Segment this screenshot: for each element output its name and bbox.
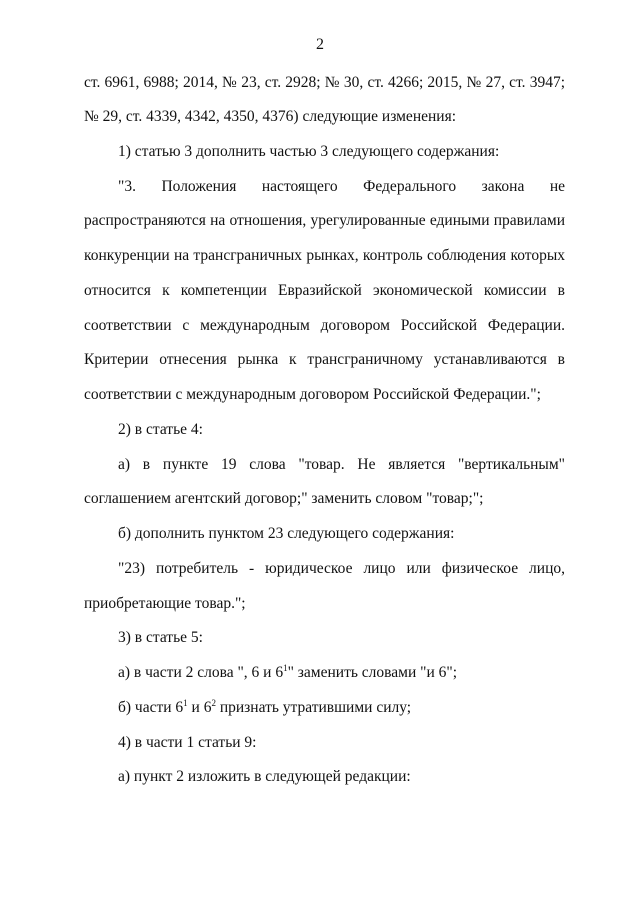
paragraph-item: 2) в статье 4:	[118, 421, 203, 438]
text-fragment: и 6	[187, 699, 212, 716]
text-fragment: а) в части 2 слова ", 6 и 6	[118, 664, 284, 681]
subitem-line: а) в пункте 19 слова "товар. Не является "вертикальным"	[118, 456, 565, 473]
paragraph-item: 4) в части 1 статьи 9:	[118, 734, 257, 751]
subitem-line: а) пункт 2 изложить в следующей редакции:	[118, 768, 411, 785]
text-line: конкуренции на трансграничных рынках, контроль соблюдения которых	[84, 247, 565, 264]
text-line: соглашением агентский договор;" заменить словом "товар;";	[84, 490, 484, 507]
text-line: приобретающие товар.";	[84, 595, 246, 612]
text-line: соответствии с международным договором Российской Федерации.	[84, 317, 565, 334]
superscript: 2	[211, 698, 216, 708]
text-line: соответствии с международным договором Российской Федерации.";	[84, 386, 541, 403]
subitem-line	[118, 663, 565, 683]
text-line: относится к компетенции Евразийской экономической комиссии в	[84, 282, 565, 299]
paragraph-item: 1) статью 3 дополнить частью 3 следующего содержания:	[118, 143, 500, 160]
text-fragment: " заменить словами "и 6";	[287, 664, 458, 681]
text-line: № 29, ст. 4339, 4342, 4350, 4376) следующие изменения:	[84, 108, 457, 125]
text-fragment: признать утратившими силу;	[215, 699, 412, 716]
superscript: 1	[283, 663, 288, 673]
text-line: Критерии отнесения рынка к трансграничному устанавливаются в	[84, 351, 565, 368]
paragraph-item: 3) в статье 5:	[118, 629, 203, 646]
subitem-line	[118, 698, 565, 718]
superscript: 1	[183, 698, 188, 708]
text-line: ст. 6961, 6988; 2014, № 23, ст. 2928; № 30, ст. 4266; 2015, № 27, ст. 3947;	[84, 74, 565, 91]
subitem-line: б) дополнить пунктом 23 следующего содержания:	[118, 525, 455, 542]
text-fragment: б) части 6	[118, 699, 184, 716]
page-number: 2	[316, 36, 324, 53]
text-line: распространяются на отношения, урегулированные едиными правилами	[84, 212, 565, 229]
quoted-paragraph-line: "3. Положения настоящего Федерального закона не	[118, 178, 565, 195]
quoted-paragraph-line: "23) потребитель - юридическое лицо или физическое лицо,	[118, 560, 565, 577]
